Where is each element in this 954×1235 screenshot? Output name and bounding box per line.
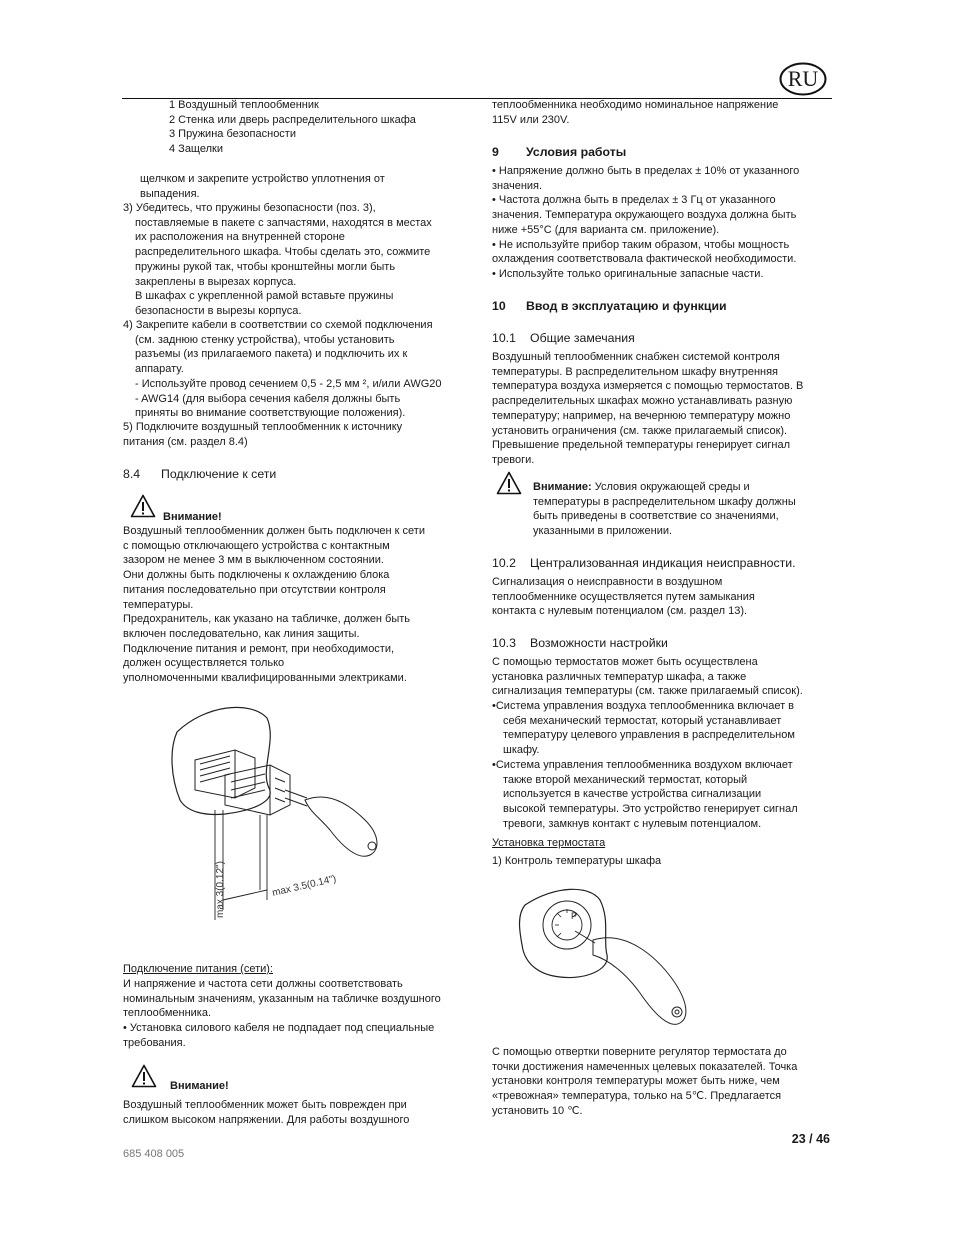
warning-note: Внимание: Условия окружающей среды и температуры в распределительном шкафу должны быть приведены в соответствие со значениями, указанными в приложении. bbox=[533, 481, 796, 538]
section-10-1-number: 10.1 bbox=[492, 331, 516, 345]
continuation-text: щелчком и закрепите устройство уплотнения от выпадения. bbox=[140, 173, 385, 200]
bullet-item: •Система управления теплообменника воздухом включает также второй механический термостат, который используется в качестве устройства сигнализации высокой температуры. Это устройство генерирует сигнал тревоги, замкнув контакт с нулевым потенциалом. bbox=[492, 759, 798, 830]
section-10-number: 10 bbox=[492, 299, 506, 313]
legend-list bbox=[169, 98, 416, 157]
section-10-3-title: Возможности настройки bbox=[530, 636, 668, 650]
section-10-2-title: Централизованная индикация неисправности. bbox=[530, 556, 796, 570]
legend-item: 1 Воздушный теплообменник bbox=[169, 99, 319, 111]
section-9-text: • Напряжение должно быть в пределах ± 10% от указанного значения. • Частота должна быть в пределах ± 3 Гц от указанного значения. Температура окружающего воздуха должна быть ниже +55°C (для варианта см. приложение). • Не используйте прибор таким образом, чтобы мощность охлаждения соответствовала фактической необходимости. • Используйте только оригинальные запасные части. bbox=[492, 165, 800, 280]
warning-text: Воздушный теплообменник может быть поврежден при слишком высоком напряжении. Для работы воздушного bbox=[123, 1099, 410, 1126]
legend-item: 4 Защелки bbox=[169, 143, 223, 156]
thermostat-illustration bbox=[515, 885, 695, 1035]
warning-label: Внимание! bbox=[163, 511, 222, 523]
section-9-title: Условия работы bbox=[526, 145, 627, 159]
section-10-1-text: Воздушный теплообменник снабжен системой контроля температуры. В распределительном шкафу внутренняя температура воздуха измеряется с помощью термостатов. В распределительных шкафах можно устанавливать разную температуру; например, на вечернюю температуру можно установить ограничения (см. также прилагаемый список). Превышение предельной температуры генерирует сигнал тревоги. bbox=[492, 351, 804, 466]
section-10-title: Ввод в эксплуатацию и функции bbox=[526, 299, 727, 313]
warning-icon bbox=[131, 1064, 157, 1088]
section-10-2-text: Сигнализация о неисправности в воздушном теплообменнике осуществляется путем замыкания контакта с нулевым потенциалом (см. раздел 13). bbox=[492, 576, 755, 618]
final-text: С помощью отвертки поверните регулятор термостата до точки достижения намеченных целевых показателей. Точка установки контроля температуры может быть ниже, чем «тревожная» температура, только на 5℃. Предлагается установить 10 ℃. bbox=[492, 1046, 798, 1117]
legend-item: 2 Стенка или дверь распределительного шкафа bbox=[169, 113, 416, 126]
section-10-3-text: С помощью термостатов может быть осуществлена установка различных температур шкафа, а также сигнализация температуры (см. также прилагаемый список). bbox=[492, 656, 803, 698]
dial-label: P bbox=[571, 911, 578, 921]
lang-badge bbox=[779, 62, 827, 96]
section-10-2-number: 10.2 bbox=[492, 556, 516, 570]
thermostat-item: 1) Контроль температуры шкафа bbox=[492, 855, 662, 867]
bullet-item: •Система управления воздуха теплообменника включает в себя механический термостат, который устанавливает температуру целевого управления в распределительном шкафу. bbox=[492, 700, 795, 757]
step-5: 5) Подключите воздушный теплообменник к источнику питания (см. раздел 8.4) bbox=[123, 421, 403, 448]
connector-illustration bbox=[165, 700, 405, 930]
step-3: 3) Убедитесь, что пружины безопасности (поз. 3), поставляемые в пакете с запчастями, находятся в местах их расположения на внутренней стороне распределительного шкафа. Чтобы сделать это, сожмите пружины рукой так, чтобы кронштейны могли быть закреплены в вырезах корпуса. В шкафах с укрепленной рамой вставьте пружины безопасности в вырезы корпуса. bbox=[123, 202, 432, 317]
lang-badge-text: RU bbox=[787, 66, 819, 91]
thermostat-heading: Установка термостата bbox=[492, 837, 606, 849]
warning-icon bbox=[496, 471, 522, 495]
dimension-label-2: max 3.5(0.14") bbox=[271, 873, 338, 899]
step-4: 4) Закрепите кабели в соответствии со схемой подключения (см. заднюю стенку устройства), чтобы установить разъемы (из прилагаемого пакета) и подключить их к аппарату. - Используйте провод сечением 0,5 - 2,5 мм ², и/или AWG20 - AWG14 (для выбора сечения кабеля должны быть приняты во внимание соответствующие положения). bbox=[123, 319, 442, 420]
section-10-1-title: Общие замечания bbox=[530, 331, 635, 345]
document-number: 685 408 005 bbox=[123, 1148, 185, 1160]
dimension-label-1: max 3(0.12") bbox=[215, 861, 226, 918]
page-number: 23 / 46 bbox=[791, 1132, 830, 1146]
warning-label: Внимание! bbox=[170, 1080, 229, 1092]
warning-icon bbox=[130, 494, 156, 518]
right-top-text: теплообменника необходимо номинальное напряжение 115V или 230V. bbox=[492, 99, 779, 126]
section-8-4-number: 8.4 bbox=[123, 467, 141, 481]
power-text: И напряжение и частота сети должны соответствовать номинальным значениям, указанным на табличке воздушного теплообменника. • Установка силового кабеля не подпадает под специальные требования. bbox=[123, 978, 441, 1049]
section-9-number: 9 bbox=[492, 145, 499, 159]
section-8-4-title: Подключение к сети bbox=[161, 467, 277, 481]
power-heading: Подключение питания (сети): bbox=[123, 963, 273, 975]
section-10-3-number: 10.3 bbox=[492, 636, 516, 650]
legend-item: 3 Пружина безопасности bbox=[169, 128, 296, 141]
warning-label: Внимание: bbox=[533, 481, 592, 493]
warning-text: Воздушный теплообменник должен быть подключен к сети с помощью отключающего устройства с контактным зазором не менее 3 мм в выключенном состоянии. Они должны быть подключены к охлаждению блока питания последовательно при отсутствии контроля температуры. Предохранитель, как указано на табличке, должен быть включен последовательно, как линия защиты. Подключение питания и ремонт, при необходимости, должен осуществляется только уполномоченными квалифицированными электриками. bbox=[123, 525, 425, 685]
